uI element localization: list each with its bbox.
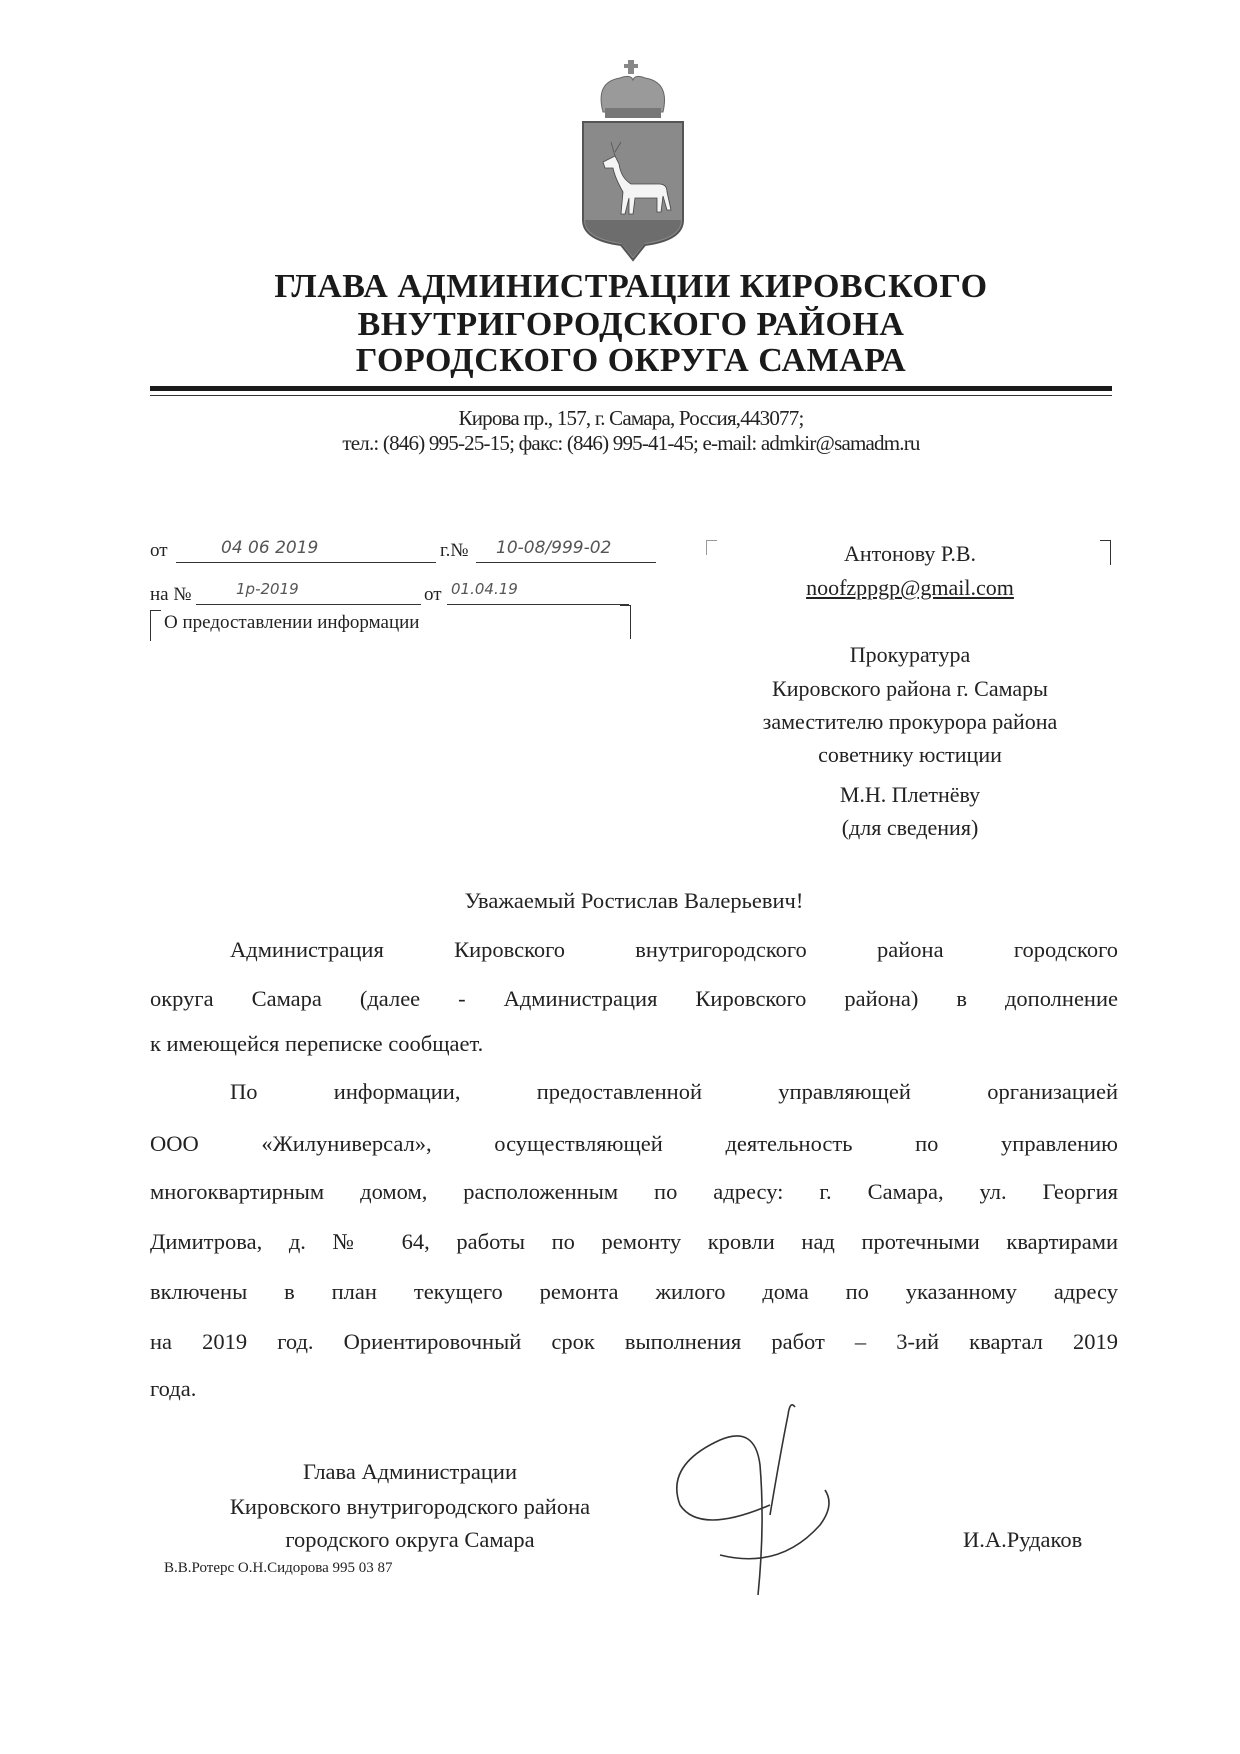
copy-note: (для сведения) — [841, 815, 979, 840]
paragraph-1-line: округа Самара (далее - Администрация Кировского района) в дополнение — [150, 986, 1118, 1011]
from-label: от — [150, 540, 168, 561]
paragraph-1-line: к имеющейся переписке сообщает. — [150, 1031, 484, 1056]
from-date-value: 04 06 2019 — [221, 538, 319, 558]
header-contacts: тел.: (846) 995-25-15; факс: (846) 995-41-45; e-mail: admkir@samadm.ru — [342, 431, 920, 455]
signature-position-line-1: Глава Администрации — [303, 1459, 517, 1484]
header-divider-thin — [150, 395, 1112, 396]
paragraph-2-line: Димитрова, д. № 64, работы по ремонту кровли над протечными квартирами — [150, 1229, 1118, 1254]
signer-name: И.А.Рудаков — [963, 1527, 1083, 1552]
reply-number-label: на № — [150, 584, 192, 605]
paragraph-1-line: Администрация Кировского внутригородского района городского — [230, 937, 1118, 962]
header-title-line-3: ГОРОДСКОГО ОКРУГА САМАРА — [355, 342, 907, 379]
reply-number-field — [196, 580, 421, 605]
reply-number-value: 1р-2019 — [236, 580, 299, 598]
from-date-field — [176, 538, 436, 563]
addressee-name: Антонову Р.В. — [843, 541, 977, 566]
executors-line: В.В.Ротерс О.Н.Сидорова 995 03 87 — [164, 1560, 393, 1576]
paragraph-2-line: По информации, предоставленной управляющей организацией — [230, 1079, 1118, 1104]
number-field — [476, 538, 656, 563]
copy-line-3: заместителю прокурора района — [762, 709, 1058, 734]
copy-line-2: Кировского района г. Самары — [772, 676, 1048, 701]
greeting: Уважаемый Ростислав Валерьевич! — [464, 888, 804, 913]
paragraph-2-line: на 2019 год. Ориентировочный срок выполнения работ – 3-ий квартал 2019 — [150, 1329, 1118, 1354]
paragraph-2-line: включены в план текущего ремонта жилого дома по указанному адресу — [150, 1279, 1118, 1304]
crown-icon — [601, 60, 664, 118]
handwritten-signature — [660, 1395, 880, 1605]
paragraph-2-line: ООО «Жилуниверсал», осуществляющей деятельность по управлению — [150, 1131, 1118, 1156]
reply-date-field — [447, 580, 629, 605]
header-title-line-2: ВНУТРИГОРОДСКОГО РАЙОНА — [357, 306, 905, 343]
coat-of-arms-emblem — [575, 60, 690, 270]
signature-position-line-3: городского округа Самара — [285, 1527, 535, 1552]
subject-text: О предоставлении информации — [164, 612, 420, 633]
paragraph-2-line: многоквартирным домом, расположенным по адресу: г. Самара, ул. Георгия — [150, 1179, 1118, 1204]
copy-line-4: советнику юстиции — [818, 742, 1002, 767]
subject-bracket-right — [620, 605, 631, 639]
addressee-email[interactable]: noofzppgp@gmail.com — [806, 575, 1014, 600]
number-value: 10-08/999-02 — [496, 538, 612, 558]
reply-date-value: 01.04.19 — [451, 580, 518, 598]
subject-bracket-left — [150, 610, 161, 641]
signature-position-line-2: Кировского внутригородского района — [229, 1494, 591, 1519]
number-label: г.№ — [440, 540, 469, 561]
header-divider-thick — [150, 386, 1112, 391]
reply-from-label: от — [424, 584, 442, 605]
header-title-line-1: ГЛАВА АДМИНИСТРАЦИИ КИРОВСКОГО — [274, 268, 988, 305]
copy-line-1: Прокуратура — [849, 642, 971, 667]
copy-name: М.Н. Плетнёву — [839, 782, 981, 807]
paragraph-2-line: года. — [150, 1376, 197, 1401]
header-address: Кирова пр., 157, г. Самара, Россия,443077; — [458, 406, 804, 430]
